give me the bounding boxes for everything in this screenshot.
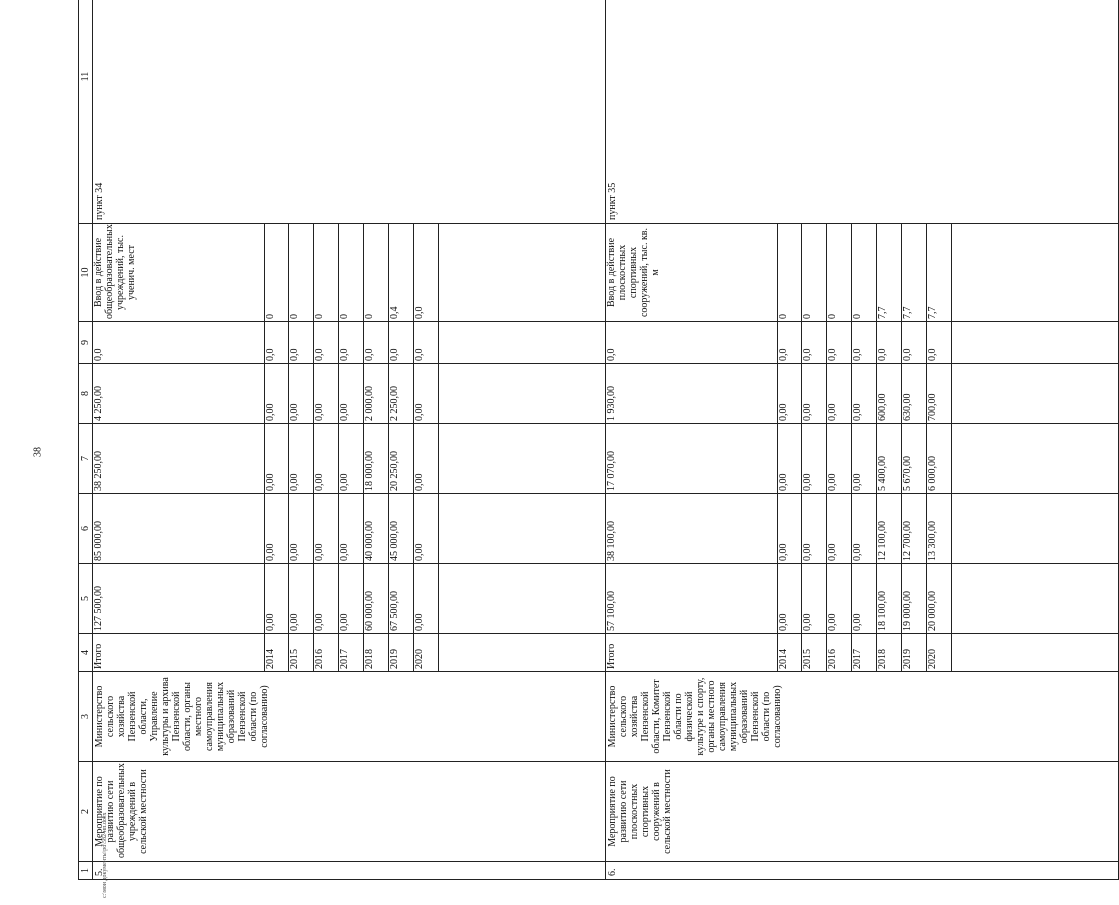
other-funding-2018: 0,0	[363, 322, 388, 363]
other-funding-2015: 0,0	[289, 322, 314, 363]
federal-funding-2017: 0,00	[852, 494, 877, 563]
total-funding-2014: 0,00	[777, 564, 802, 633]
year-2019: 2019	[388, 634, 413, 671]
regional-funding-2015: 0,00	[802, 424, 827, 493]
other-funding-2016: 0,0	[314, 322, 339, 363]
regional-funding-cell	[93, 424, 606, 494]
total-funding-subtable	[606, 564, 1118, 633]
total-funding-2016: 0,00	[314, 564, 339, 633]
year-total: Итого	[606, 634, 777, 671]
other-funding-2017: 0,0	[339, 322, 364, 363]
col-9-header: 9	[79, 322, 93, 364]
regional-funding-2017: 0,00	[852, 424, 877, 493]
regional-funding-total: 17 070,00	[606, 424, 777, 493]
indicator-value-2018: 7,7	[876, 224, 901, 321]
regional-funding-2014: 0,00	[777, 424, 802, 493]
program-point: пункт 34	[93, 0, 606, 224]
year-subtable	[606, 634, 1118, 671]
other-funding-2020: 0,0	[926, 322, 951, 363]
regional-funding-2020: 6 000,00	[926, 424, 951, 493]
total-funding-2017: 0,00	[852, 564, 877, 633]
other-funding-2016: 0,0	[827, 322, 852, 363]
federal-funding-2018: 12 100,00	[876, 494, 901, 563]
indicator-value-2016: 0	[314, 224, 339, 321]
local-funding-2020: 0,00	[413, 364, 438, 423]
other-funding-2017: 0,0	[852, 322, 877, 363]
total-funding-2017: 0,00	[339, 564, 364, 633]
year-subtable	[93, 634, 605, 671]
filler	[951, 424, 1118, 493]
federal-funding-cell	[93, 494, 606, 564]
federal-funding-total: 38 100,00	[606, 494, 777, 563]
local-funding-2014: 0,00	[777, 364, 802, 423]
federal-funding-2015: 0,00	[802, 494, 827, 563]
regional-funding-subtable	[606, 424, 1118, 493]
total-funding-2014: 0,00	[264, 564, 289, 633]
total-funding-cell	[93, 564, 606, 634]
local-funding-subtable	[606, 364, 1118, 423]
local-funding-2020: 700,00	[926, 364, 951, 423]
year-cell	[606, 634, 1119, 672]
federal-funding-subtable	[93, 494, 605, 563]
year-2020: 2020	[413, 634, 438, 671]
federal-funding-cell	[606, 494, 1119, 564]
col-10-header: 10	[79, 224, 93, 322]
federal-funding-2017: 0,00	[339, 494, 364, 563]
col-7-header: 7	[79, 424, 93, 494]
rotated-table-container	[78, 30, 938, 880]
local-funding-total: 1 930,00	[606, 364, 777, 423]
regional-funding-2017: 0,00	[339, 424, 364, 493]
filler	[438, 634, 605, 671]
year-2015: 2015	[289, 634, 314, 671]
total-funding-2018: 18 100,00	[876, 564, 901, 633]
total-funding-2019: 19 000,00	[901, 564, 926, 633]
col-4-header: 4	[79, 634, 93, 672]
year-2014: 2014	[264, 634, 289, 671]
year-2018: 2018	[876, 634, 901, 671]
total-funding-total: 127 500,00	[93, 564, 264, 633]
total-funding-2015: 0,00	[802, 564, 827, 633]
table-row	[93, 0, 606, 880]
local-funding-total: 4 250,00	[93, 364, 264, 423]
total-funding-total: 57 100,00	[606, 564, 777, 633]
col-5-header: 5	[79, 564, 93, 634]
year-2015: 2015	[802, 634, 827, 671]
filler	[951, 564, 1118, 633]
measure-name: Мероприятие по развитию сети плоскостных спортивных сооружений в сельской местности	[606, 762, 1119, 862]
local-funding-2015: 0,00	[289, 364, 314, 423]
other-funding-cell	[93, 322, 606, 364]
footer-file-path: c:\мои документы\pd\582-нп.docx	[102, 812, 108, 898]
federal-funding-2014: 0,00	[777, 494, 802, 563]
local-funding-2017: 0,00	[852, 364, 877, 423]
indicator-value-2014: 0	[264, 224, 289, 321]
regional-funding-2015: 0,00	[289, 424, 314, 493]
other-funding-subtable	[606, 322, 1118, 363]
other-funding-2014: 0,0	[264, 322, 289, 363]
local-funding-2016: 0,00	[314, 364, 339, 423]
other-funding-cell	[606, 322, 1119, 364]
regional-funding-cell	[606, 424, 1119, 494]
indicator-value-subtable	[606, 224, 1118, 321]
year-2014: 2014	[777, 634, 802, 671]
filler	[951, 364, 1118, 423]
year-cell	[93, 634, 606, 672]
federal-funding-2016: 0,00	[314, 494, 339, 563]
measure-name: Мероприятие по развитию сети общеобразовательных учреждений в сельской местности	[93, 762, 606, 862]
local-funding-2015: 0,00	[802, 364, 827, 423]
regional-funding-2018: 18 000,00	[363, 424, 388, 493]
filler	[438, 494, 605, 563]
indicator-value-total: Ввод в действие плоскостных спортивных сооружений, тыс. кв. м	[606, 224, 777, 321]
regional-funding-2014: 0,00	[264, 424, 289, 493]
indicator-value-2020: 7,7	[926, 224, 951, 321]
local-funding-2017: 0,00	[339, 364, 364, 423]
regional-funding-2016: 0,00	[827, 424, 852, 493]
filler	[438, 224, 605, 321]
col-3-header: 3	[79, 672, 93, 762]
federal-funding-subtable	[606, 494, 1118, 563]
year-2018: 2018	[363, 634, 388, 671]
regional-funding-subtable	[93, 424, 605, 493]
indicator-value-2015: 0	[289, 224, 314, 321]
total-funding-2016: 0,00	[827, 564, 852, 633]
row-number: 5.	[93, 862, 606, 880]
total-funding-2019: 67 500,00	[388, 564, 413, 633]
local-funding-2019: 2 250,00	[388, 364, 413, 423]
federal-funding-2020: 0,00	[413, 494, 438, 563]
row-number: 6.	[606, 862, 1119, 880]
year-2019: 2019	[901, 634, 926, 671]
total-funding-2020: 20 000,00	[926, 564, 951, 633]
local-funding-2014: 0,00	[264, 364, 289, 423]
col-8-header: 8	[79, 364, 93, 424]
col-11-header: 11	[79, 0, 93, 224]
local-funding-2018: 600,00	[876, 364, 901, 423]
indicator-value-2017: 0	[852, 224, 877, 321]
filler	[438, 322, 605, 363]
federal-funding-2014: 0,00	[264, 494, 289, 563]
col-6-header: 6	[79, 494, 93, 564]
regional-funding-total: 38 250,00	[93, 424, 264, 493]
filler	[951, 224, 1118, 321]
page-number: 38	[32, 447, 44, 457]
header-row	[79, 0, 93, 880]
other-funding-2020: 0,0	[413, 322, 438, 363]
local-funding-subtable	[93, 364, 605, 423]
other-funding-subtable	[93, 322, 605, 363]
indicator-value-2015: 0	[802, 224, 827, 321]
year-2016: 2016	[827, 634, 852, 671]
filler	[438, 424, 605, 493]
federal-funding-2019: 12 700,00	[901, 494, 926, 563]
indicator-value-2019: 7,7	[901, 224, 926, 321]
indicator-value-2014: 0	[777, 224, 802, 321]
local-funding-cell	[606, 364, 1119, 424]
year-total: Итого	[93, 634, 264, 671]
filler	[438, 364, 605, 423]
col-2-header: 2	[79, 762, 93, 862]
regional-funding-2020: 0,00	[413, 424, 438, 493]
local-funding-2019: 630,00	[901, 364, 926, 423]
federal-funding-2016: 0,00	[827, 494, 852, 563]
local-funding-cell	[93, 364, 606, 424]
other-funding-2018: 0,0	[876, 322, 901, 363]
executor: Министерство сельского хозяйства Пензенской области, Управление культуры и архива Пензенской области, органы местного самоуправления муниципальных образований Пензенской области (по согласованию)	[93, 672, 606, 762]
other-funding-total: 0,0	[606, 322, 777, 363]
year-2017: 2017	[852, 634, 877, 671]
total-funding-2018: 60 000,00	[363, 564, 388, 633]
table-row	[606, 0, 1119, 880]
local-funding-2016: 0,00	[827, 364, 852, 423]
local-funding-2018: 2 000,00	[363, 364, 388, 423]
other-funding-2019: 0,0	[901, 322, 926, 363]
federal-funding-2015: 0,00	[289, 494, 314, 563]
program-point: пункт 35	[606, 0, 1119, 224]
federal-funding-total: 85 000,00	[93, 494, 264, 563]
col-1-header: 1	[79, 862, 93, 880]
indicator-value-cell	[93, 224, 606, 322]
year-2016: 2016	[314, 634, 339, 671]
total-funding-subtable	[93, 564, 605, 633]
indicator-value-cell	[606, 224, 1119, 322]
filler	[438, 564, 605, 633]
indicator-value-2018: 0	[363, 224, 388, 321]
regional-funding-2018: 5 400,00	[876, 424, 901, 493]
regional-funding-2019: 5 670,00	[901, 424, 926, 493]
regional-funding-2019: 20 250,00	[388, 424, 413, 493]
filler	[951, 494, 1118, 563]
filler	[951, 322, 1118, 363]
federal-funding-2018: 40 000,00	[363, 494, 388, 563]
other-funding-2019: 0,0	[388, 322, 413, 363]
filler	[951, 634, 1118, 671]
program-measures-table	[78, 0, 1119, 880]
indicator-value-total: Ввод в действие общеобразовательных учреждений, тыс. ученич. мест	[93, 224, 264, 321]
indicator-value-subtable	[93, 224, 605, 321]
indicator-value-2020: 0,0	[413, 224, 438, 321]
total-funding-2020: 0,00	[413, 564, 438, 633]
year-2017: 2017	[339, 634, 364, 671]
regional-funding-2016: 0,00	[314, 424, 339, 493]
federal-funding-2020: 13 300,00	[926, 494, 951, 563]
year-2020: 2020	[926, 634, 951, 671]
other-funding-2015: 0,0	[802, 322, 827, 363]
other-funding-2014: 0,0	[777, 322, 802, 363]
indicator-value-2016: 0	[827, 224, 852, 321]
indicator-value-2017: 0	[339, 224, 364, 321]
indicator-value-2019: 0,4	[388, 224, 413, 321]
federal-funding-2019: 45 000,00	[388, 494, 413, 563]
executor: Министерство сельского хозяйства Пензенской области, Комитет Пензенской области по физической культуре и спорту, органы местного самоуправления муниципальных образований Пензенской области (по согласованию)	[606, 672, 1119, 762]
other-funding-total: 0,0	[93, 322, 264, 363]
total-funding-2015: 0,00	[289, 564, 314, 633]
total-funding-cell	[606, 564, 1119, 634]
